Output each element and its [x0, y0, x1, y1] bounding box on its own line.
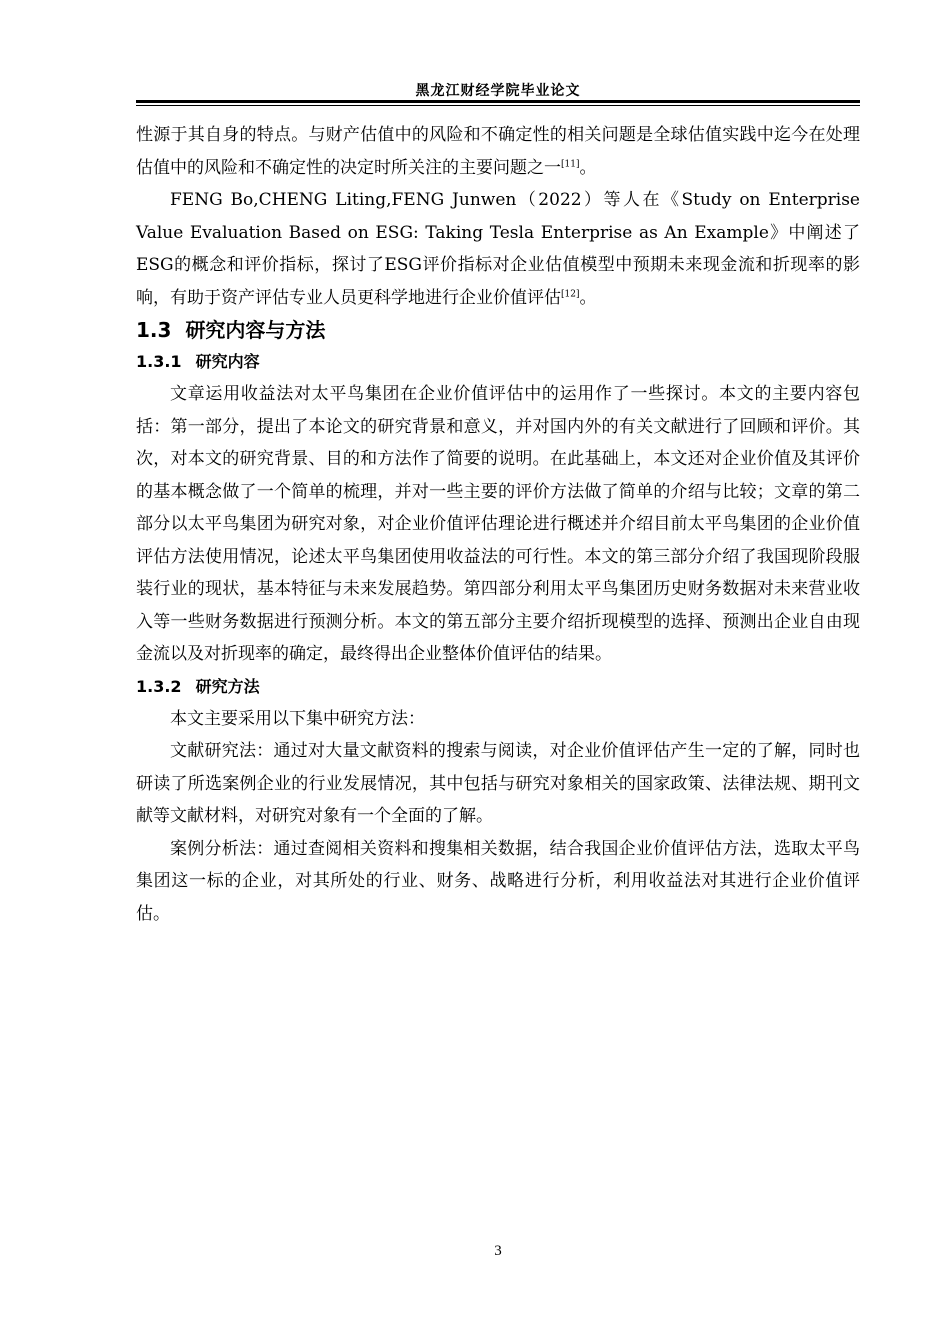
section-title: 研究内容 [195, 352, 260, 371]
document-body [136, 119, 860, 930]
paragraph-end: 。 [579, 157, 597, 178]
paragraph-feng [136, 184, 860, 314]
paragraph-research-content: 文章运用收益法对太平鸟集团在企业价值评估中的运用作了一些探讨。本文的主要内容包括：第一部分，提出了本论文的研究背景和意义，并对国内外的有关文献进行了回顾和评价。其次，对本文的研究背景、目的和方法作了简要的说明。在此基础上，本文还对企业价值及其评价的基本概念做了一个简单的梳理，并对一些主要的评价方法做了简单的介绍与比较；文章的第二部分以太平鸟集团为研究对象，对企业价值评估理论进行概述并介绍目前太平鸟集团的企业价值评估方法使用情况，论述太平鸟集团使用收益法的可行性。本文的第三部分介绍了我国现阶段服装行业的现状，基本特征与未来发展趋势。第四部分利用太平鸟集团历史财务数据对未来营业收入等一些财务数据进行预测分析。本文的第五部分主要介绍折现模型的选择、预测出企业自由现金流以及对折现率的确定，最终得出企业整体价值评估的结果。 [136, 384, 860, 664]
section-number: 1.3.1 [136, 352, 182, 371]
paragraph-case-method: 案例分析法：通过查阅相关资料和搜集相关数据，结合我国企业价值评估方法，选取太平鸟集团这一标的企业，对其所处的行业、财务、战略进行分析，利用收益法对其进行企业价值评估。 [136, 838, 860, 924]
paragraph-text: 性源于其自身的特点。与财产估值中的风险和不确定性的相关问题是全球估值实践中迄今在处理估值中的风险和不确定性的决定时所关注的主要问题之一 [136, 125, 860, 178]
section-heading-1-3-2 [136, 671, 860, 703]
section-title: 研究方法 [195, 676, 260, 696]
header-rule-thick [136, 100, 860, 103]
paragraph-end: 。 [579, 287, 597, 308]
paragraph-continuation [136, 119, 860, 184]
citation-ref: [11] [561, 158, 580, 169]
section-title: 研究内容与方法 [185, 318, 326, 342]
page-header-title: 黑龙江财经学院毕业论文 [415, 83, 581, 99]
section-heading-1-3 [136, 314, 860, 346]
header-rule-thin [136, 105, 860, 106]
citation-ref: [12] [561, 288, 580, 299]
section-number: 1.3.2 [136, 676, 182, 696]
paragraph-literature-method: 文献研究法：通过对大量文献资料的搜索与阅读，对企业价值评估产生一定的了解，同时也研读了所选案例企业的行业发展情况，其中包括与研究对象相关的国家政策、法律法规、期刊文献等文献材料，对研究对象有一个全面的了解。 [136, 741, 860, 826]
page-number: 3 [494, 1243, 502, 1259]
paragraph-methods-intro: 本文主要采用以下集中研究方法： [170, 708, 425, 729]
paragraph-text: FENG Bo,CHENG Liting,FENG Junwen（2022）等人在《Study on Enterprise Value Evaluation Based on ESG: Taking Tesla Enterprise as An Example》中阐述了ESG的概念和评价指标，探讨了ESG评价指标对企业估值模型中预期未来现金流和折现率的影响，有助于资产评估专业人员更科学地进行企业价值评估 [136, 190, 860, 308]
section-heading-1-3-1 [136, 346, 860, 378]
section-number: 1.3 [136, 318, 172, 342]
